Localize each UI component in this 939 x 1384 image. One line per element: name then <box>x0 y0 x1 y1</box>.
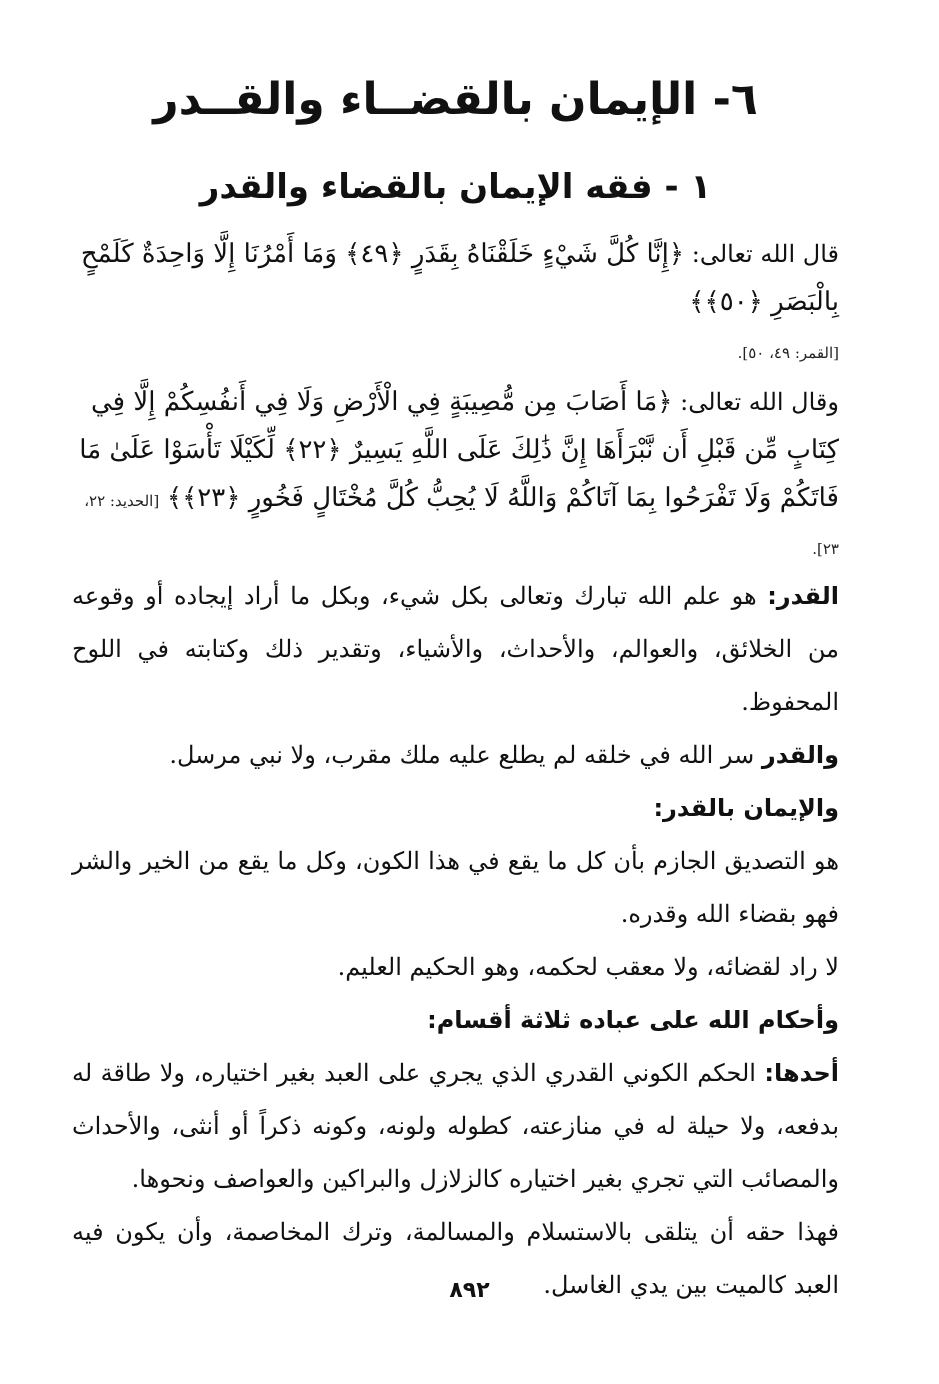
verse-block-2 <box>72 378 839 570</box>
verse-intro: قال الله تعالى: <box>691 239 839 268</box>
qadar-definition <box>72 570 839 729</box>
verse-reference: [الحديد: ٢٢، ٢٣]. <box>84 491 839 558</box>
term: والقدر <box>761 740 839 769</box>
no-repeal-statement: لا راد لقضائه، ولا معقب لحكمه، وهو الحكيم العليم. <box>337 952 839 981</box>
iman-definition: هو التصديق الجازم بأن كل ما يقع في هذا الكون، وكل ما يقع من الخير والشر فهو بقضاء الله وقدره. <box>72 846 839 928</box>
quran-verse: ﴿إِنَّا كُلَّ شَيْءٍ خَلَقْنَاهُ بِقَدَرٍ ﴿٤٩﴾ وَمَا أَمْرُنَا إِلَّا وَاحِدَةٌ كَلَمْحٍ بِالْبَصَرِ ﴿٥٠﴾﴾ <box>80 238 839 317</box>
paragraph-text: سر الله في خلقه لم يطلع عليه ملك مقرب، ولا نبي مرسل. <box>169 740 755 769</box>
term: أحدها: <box>764 1058 839 1087</box>
section-title: ١ - فقه الإيمان بالقضاء والقدر <box>199 166 712 207</box>
verse-intro: وقال الله تعالى: <box>680 387 839 416</box>
verse-reference: [القمر: ٤٩، ٥٠]. <box>737 343 839 362</box>
iman-heading: والإيمان بالقدر: <box>653 793 839 822</box>
first-ruling <box>72 1047 839 1206</box>
rulings-heading: وأحكام الله على عباده ثلاثة أقسام: <box>427 1005 839 1034</box>
paragraph-text: الحكم الكوني القدري الذي يجري على العبد بغير اختياره، ولا طاقة له بدفعه، ولا حيلة له في منازعته، كطوله ولونه، وكونه ذكراً أو أنثى، والأحداث والمصائب التي تجري بغير اختياره كالزلازل والبراكين والعواصف ونحوها. <box>72 1058 839 1193</box>
chapter-title: ٦- الإيمان بالقضــاء والقــدر <box>153 74 758 125</box>
qadar-secret <box>72 729 839 782</box>
paragraph-text: هو علم الله تبارك وتعالى بكل شيء، وبكل ما أراد إيجاده أو وقوعه من الخلائق، والعوالم، والأحداث، والأشياء، وتقدير ذلك وكتابته في اللوح المحفوظ. <box>72 581 839 716</box>
first-ruling-right: فهذا حقه أن يتلقى بالاستسلام والمسالمة، وترك المخاصمة، وأن يكون فيه العبد كالميت بين يدي الغاسل. <box>72 1217 839 1299</box>
quran-verse: ﴿مَا أَصَابَ مِن مُّصِيبَةٍ فِي الْأَرْضِ وَلَا فِي أَنفُسِكُمْ إِلَّا فِي كِتَابٍ مِّن قَبْلِ أَن نَّبْرَأَهَا إِنَّ ذَٰلِكَ عَلَى اللَّهِ يَسِيرٌ ﴿٢٢﴾ لِّكَيْلَا تَأْسَوْا عَلَىٰ مَا فَاتَكُمْ وَلَا تَفْرَحُوا بِمَا آتَاكُمْ وَاللَّهُ لَا يُحِبُّ كُلَّ مُخْتَالٍ فَخُورٍ ﴿٢٣﴾﴾ <box>79 386 839 513</box>
term: القدر: <box>767 581 839 610</box>
page-number: ٨٩٢ <box>449 1278 490 1303</box>
verse-block-1 <box>72 230 839 374</box>
